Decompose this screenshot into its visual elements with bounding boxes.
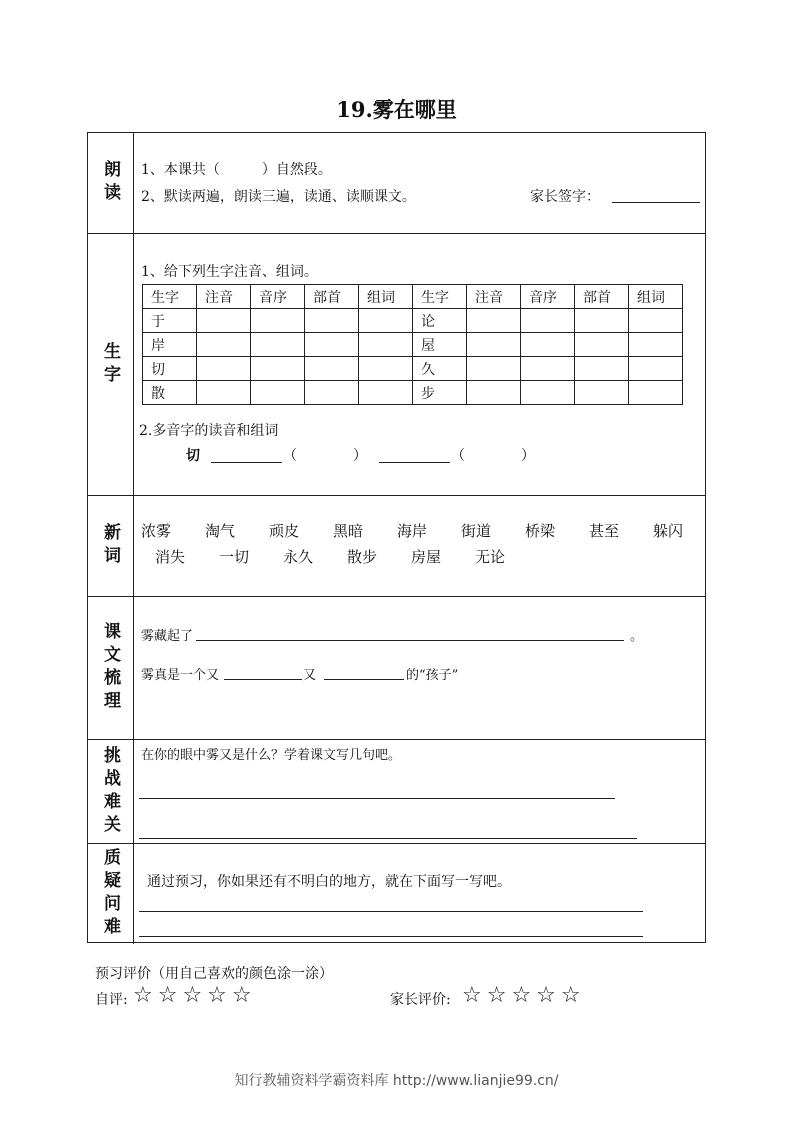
table-header: 生字 [413, 285, 467, 309]
parent-eval-stars[interactable]: ☆☆☆☆☆ [462, 983, 586, 1008]
langdu-line1: 1、本课共（ ）自然段。 [141, 162, 332, 178]
paren-blank: （ ） [451, 448, 535, 464]
self-eval-stars[interactable]: ☆☆☆☆☆ [133, 983, 257, 1008]
blank-cell[interactable] [197, 357, 251, 381]
blank-cell[interactable] [467, 309, 521, 333]
table-header: 注音 [197, 285, 251, 309]
table-header: 注音 [467, 285, 521, 309]
word: 永久 [283, 548, 314, 566]
blank-cell[interactable] [629, 381, 683, 405]
char-cell: 久 [413, 357, 467, 381]
blank-cell[interactable] [359, 309, 413, 333]
word: 桥梁 [525, 522, 556, 540]
char-cell: 切 [143, 357, 197, 381]
answer-line[interactable] [139, 798, 615, 799]
table-header: 部首 [575, 285, 629, 309]
answer-line[interactable] [324, 679, 404, 680]
sentence1-suffix: 。 [630, 629, 644, 644]
blank-cell[interactable] [359, 333, 413, 357]
blank-cell[interactable] [629, 333, 683, 357]
section-label: 新词 [100, 523, 120, 569]
section-tiaozhan [88, 740, 705, 844]
paren-blank: （ ） [283, 448, 367, 464]
blank-cell[interactable] [575, 381, 629, 405]
blank-cell[interactable] [251, 357, 305, 381]
blank-cell[interactable] [467, 333, 521, 357]
question-prompt: 通过预习，你如果还有不明白的地方，就在下面写一写吧。 [147, 874, 511, 890]
answer-line[interactable] [139, 838, 637, 839]
blank-cell[interactable] [251, 309, 305, 333]
char-cell: 屋 [413, 333, 467, 357]
blank-cell[interactable] [521, 381, 575, 405]
word: 街道 [461, 522, 492, 540]
word: 无论 [475, 548, 506, 566]
word: 消失 [155, 548, 186, 566]
challenge-prompt: 在你的眼中雾又是什么？学着课文写几句吧。 [141, 748, 402, 763]
blank-cell[interactable] [305, 309, 359, 333]
table-header: 组词 [359, 285, 413, 309]
word: 黑暗 [333, 522, 364, 540]
table-row [143, 381, 683, 405]
section-label: 生字 [100, 341, 120, 388]
word: 一切 [219, 548, 250, 566]
table-row [143, 309, 683, 333]
word: 房屋 [411, 548, 442, 566]
section-shengzi [88, 234, 705, 496]
footer-watermark: 知行教辅资料学霸资料库 http://www.lianjie99.cn/ [234, 1073, 559, 1089]
section-label: 朗读 [100, 160, 120, 206]
blank-cell[interactable] [359, 357, 413, 381]
table-row [143, 333, 683, 357]
table-header: 音序 [251, 285, 305, 309]
blank-cell[interactable] [521, 357, 575, 381]
blank-cell[interactable] [629, 357, 683, 381]
blank-cell[interactable] [305, 333, 359, 357]
sentence2-suffix: 的“孩子” [406, 668, 459, 683]
char-cell: 于 [143, 309, 197, 333]
section-langdu [88, 133, 705, 234]
character-table [142, 284, 683, 405]
section-label: 质疑问难 [100, 848, 120, 940]
table-header: 生字 [143, 285, 197, 309]
section-xinci [88, 496, 705, 597]
langdu-line2: 2、默读两遍，朗读三遍，读通、读顺课文。 [141, 189, 416, 205]
polyphone-title: 2.多音字的读音和组词 [139, 423, 279, 439]
answer-line[interactable] [139, 911, 643, 912]
blank-cell[interactable] [251, 333, 305, 357]
section-label: 课文梳理 [100, 622, 120, 714]
word: 海岸 [397, 522, 428, 540]
blank-cell[interactable] [467, 381, 521, 405]
parent-sign-line[interactable] [612, 202, 700, 203]
answer-line[interactable] [211, 462, 282, 463]
answer-line[interactable] [196, 640, 624, 641]
self-eval-label: 自评: [95, 992, 128, 1008]
blank-cell[interactable] [575, 309, 629, 333]
blank-cell[interactable] [359, 381, 413, 405]
section-kewen [88, 597, 705, 740]
word: 浓雾 [141, 522, 172, 540]
blank-cell[interactable] [467, 357, 521, 381]
char-cell: 岸 [143, 333, 197, 357]
word: 躲闪 [653, 522, 684, 540]
char-cell: 论 [413, 309, 467, 333]
section-label: 挑战难关 [100, 745, 120, 838]
blank-cell[interactable] [305, 381, 359, 405]
blank-cell[interactable] [197, 333, 251, 357]
word: 甚至 [589, 522, 620, 540]
table-row [143, 357, 683, 381]
worksheet-table [87, 132, 706, 943]
blank-cell[interactable] [575, 357, 629, 381]
char-cell: 步 [413, 381, 467, 405]
section-zhiyi [88, 844, 705, 944]
sentence1-prefix: 雾藏起了 [141, 629, 194, 644]
blank-cell[interactable] [629, 309, 683, 333]
blank-cell[interactable] [305, 357, 359, 381]
sentence2-prefix: 雾真是一个又 [141, 668, 220, 683]
table-header: 组词 [629, 285, 683, 309]
word: 顽皮 [269, 522, 300, 540]
answer-line[interactable] [224, 679, 302, 680]
table-header: 部首 [305, 285, 359, 309]
blank-cell[interactable] [251, 381, 305, 405]
table-header-row [143, 285, 683, 309]
evaluation-title: 预习评价（用自己喜欢的颜色涂一涂） [95, 966, 333, 982]
char-cell: 散 [143, 381, 197, 405]
blank-cell[interactable] [197, 381, 251, 405]
blank-cell[interactable] [197, 309, 251, 333]
parent-eval-label: 家长评价: [390, 992, 451, 1008]
blank-cell[interactable] [575, 333, 629, 357]
sentence2-mid: 又 [303, 668, 317, 683]
table-header: 音序 [521, 285, 575, 309]
word: 散步 [347, 548, 378, 566]
blank-cell[interactable] [521, 333, 575, 357]
page-title: 19.雾在哪里 [336, 97, 457, 122]
word-list [155, 546, 515, 567]
blank-cell[interactable] [521, 309, 575, 333]
word: 淘气 [205, 522, 236, 540]
parent-sign-label: 家长签字： [530, 189, 600, 205]
shengzi-instruction: 1、给下列生字注音、组词。 [141, 264, 318, 280]
word-list [141, 520, 693, 541]
polyphone-char: 切 [186, 448, 200, 464]
answer-line[interactable] [139, 936, 643, 937]
answer-line[interactable] [379, 462, 450, 463]
